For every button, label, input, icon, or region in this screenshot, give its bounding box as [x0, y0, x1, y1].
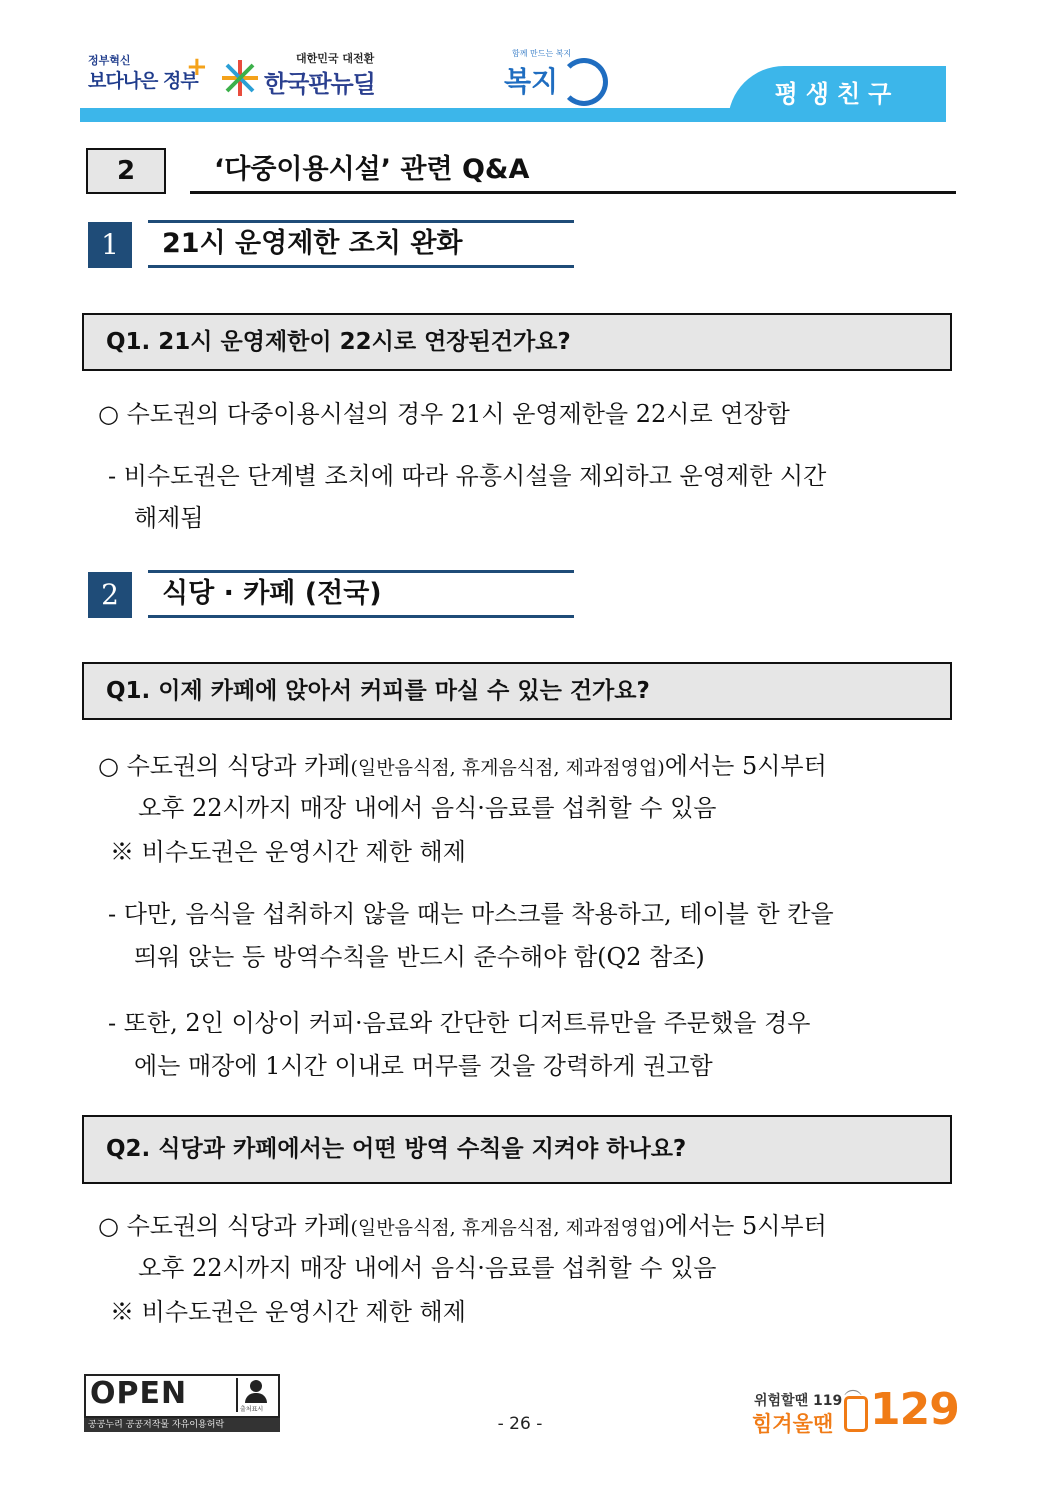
section-number: 2 [88, 572, 132, 618]
person-body-shape [245, 1393, 267, 1403]
newdeal-small-text: 대한민국 대전환 [296, 52, 375, 65]
section-number: 1 [88, 222, 132, 268]
government-innovation-logo [88, 52, 208, 102]
korean-new-deal-logo [220, 50, 380, 102]
chapter-number: 2 [86, 148, 166, 194]
bokji-ro-logo [500, 46, 610, 106]
helpline-129-logo [748, 1370, 958, 1436]
bokji-small-text: 함께 만드는 복지 [512, 49, 572, 58]
attribution-person-icon [236, 1378, 274, 1412]
gov-logo-big-text: 보다나은 정부 [88, 70, 198, 92]
person-head-shape [250, 1380, 262, 1392]
reference-note: ※ 비수도권은 운영시간 제한 해제 [110, 1298, 466, 1326]
bullet-paragraph-continued: 오후 22시까지 매장 내에서 음식·음료를 섭취할 수 있음 [138, 1254, 717, 1282]
text-span: ○ 수도권의 식당과 카페 [98, 752, 351, 780]
bullet-paragraph: ○ 수도권의 다중이용시설의 경우 21시 운영제한을 22시로 연장함 [98, 400, 790, 428]
helpline-small-text: 위험할땐 119 [754, 1393, 843, 1409]
text-span: 에서는 5시부터 [664, 1212, 827, 1240]
section-title: 식당 · 카페 (전국) [148, 570, 574, 618]
dash-paragraph: - 다만, 음식을 섭취하지 않을 때는 마스크를 착용하고, 테이블 한 칸을 [108, 900, 834, 928]
open-logo-strip: 공공누리 공공저작물 자유이용허락 [84, 1418, 280, 1432]
dash-paragraph: - 또한, 2인 이상이 커피·음료와 간단한 디저트류만을 주문했을 경우 [108, 1009, 811, 1037]
plus-icon: + [186, 52, 208, 82]
ring-icon [560, 58, 608, 106]
starburst-icon [220, 58, 260, 98]
helpline-number: 129 [870, 1384, 959, 1435]
page-header [0, 0, 1042, 125]
open-logo-word: OPEN [90, 1376, 188, 1411]
dash-paragraph-continued: 띄워 앉는 등 방역수칙을 반드시 준수해야 함(Q2 참조) [134, 943, 705, 971]
text-span: 에서는 5시부터 [664, 752, 827, 780]
dash-paragraph-continued: 해제됨 [134, 504, 204, 532]
reference-note: ※ 비수도권은 운영시간 제한 해제 [110, 838, 466, 866]
dash-paragraph: - 비수도권은 단계별 조치에 따라 유흥시설을 제외하고 운영제한 시간 [108, 462, 827, 490]
kogl-open-logo [84, 1374, 280, 1432]
parenthetical-text: (일반음식점, 휴게음식점, 제과점영업) [350, 757, 665, 779]
newdeal-big-text: 한국판뉴딜 [264, 70, 375, 98]
question-box: Q2. 식당과 카페에서는 어떤 방역 수칙을 지켜야 하나요? [82, 1115, 952, 1184]
bullet-paragraph [98, 1204, 827, 1250]
section-title: 21시 운영제한 조치 완화 [148, 220, 574, 268]
gov-logo-small-text: 정부혁신 [88, 54, 131, 67]
text-span: ○ 수도권의 식당과 카페 [98, 1212, 351, 1240]
chapter-title: ‘다중이용시설’ 관련 Q&A [190, 148, 956, 194]
bokji-big-text: 복지 [504, 65, 559, 98]
phone-icon [844, 1396, 868, 1432]
bullet-paragraph [98, 744, 827, 790]
helpline-big-text: 힘겨울땐 [752, 1412, 834, 1436]
page-number: - 26 - [497, 1414, 543, 1434]
bullet-paragraph-continued: 오후 22시까지 매장 내에서 음식·음료를 섭취할 수 있음 [138, 794, 717, 822]
attribution-label: 출처표시 [240, 1406, 264, 1413]
question-box: Q1. 21시 운영제한이 22시로 연장된건가요? [82, 313, 952, 371]
dash-paragraph-continued: 에는 매장에 1시간 이내로 머무를 것을 강력하게 권고함 [134, 1052, 713, 1080]
question-box: Q1. 이제 카페에 앉아서 커피를 마실 수 있는 건가요? [82, 662, 952, 720]
header-tab-text: 평생친구 [774, 80, 900, 108]
signal-waves-icon: ︵ [844, 1378, 862, 1399]
parenthetical-text: (일반음식점, 휴게음식점, 제과점영업) [350, 1217, 665, 1239]
